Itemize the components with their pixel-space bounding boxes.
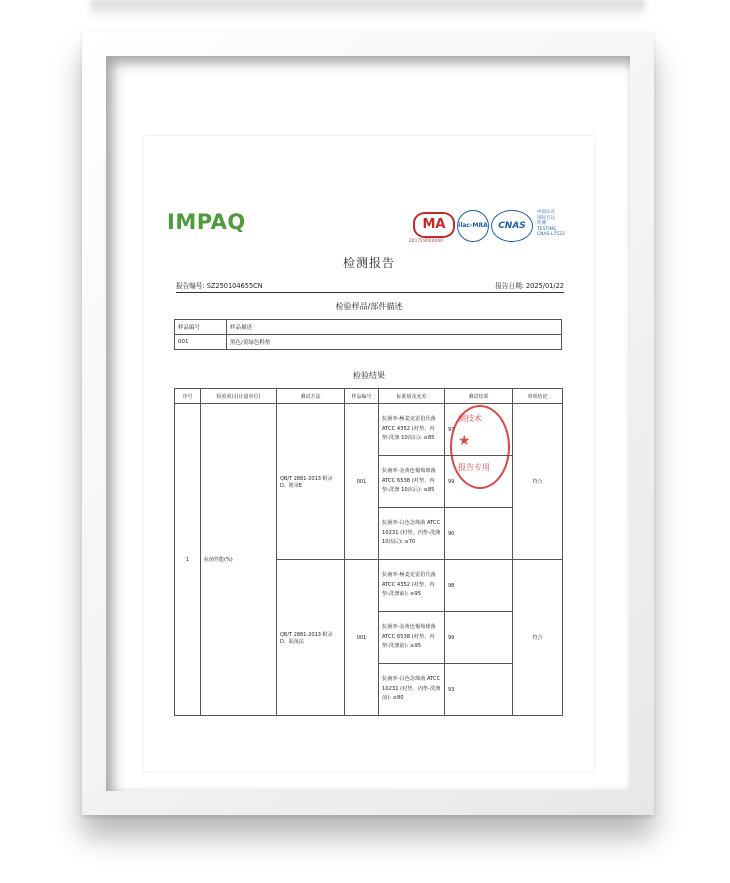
cell-method-1: QB/T 2881-2013 附录D、附录E [277, 404, 345, 560]
cell-sample-1: 001 [345, 404, 379, 560]
header-standard: 标准值及允差 [379, 389, 445, 404]
ma-number: 201719004440 [409, 238, 444, 243]
ma-mark: MA [413, 212, 455, 238]
cell-conclusion-1: 符合 [513, 404, 563, 560]
top-shadow [90, 0, 645, 20]
cell-standard: 抗菌率-金黄色葡萄球菌 ATCC 6538 (衬垫、内垫-洗涤 10次后): ≥85 [379, 456, 445, 508]
sample-section-title: 检验样品/部件描述 [335, 302, 403, 311]
impaq-logo: IMPAQ [167, 210, 246, 234]
cell-standard: 抗菌率-白色念珠菌 ATCC 10231 (衬垫、内垫-洗涤 10次后): ≥70 [379, 508, 445, 560]
sample-cell-desc: 黑色/黄绿色鞋垫 [227, 335, 562, 350]
header-method: 测试方法 [277, 389, 345, 404]
cell-standard: 抗菌率-金黄色葡萄球菌 ATCC 6538 (衬垫、内垫-洗涤前): ≥95 [379, 612, 445, 664]
cnas-caption: 中国认可 国际互认 检测 TESTING CNAS L7523 [537, 210, 565, 237]
results-header-row [175, 389, 563, 404]
cell-item: 抗菌性能(%) [201, 404, 277, 716]
cnas-mark: CNAS [491, 210, 533, 242]
report-date: 报告日期: 2025/01/22 [495, 282, 564, 290]
cell-result: 97 [445, 404, 513, 456]
sample-header-no: 样品编号 [175, 320, 227, 335]
certification-marks [407, 208, 567, 248]
cell-result: 98 [445, 560, 513, 612]
sample-table [174, 319, 562, 350]
header-result: 测试结果 [445, 389, 513, 404]
cell-sample-2: 001 [345, 560, 379, 716]
red-seal-stamp: 测技术 ★ 报告专用 [450, 405, 510, 489]
cell-standard: 抗菌率-極麦克雷伯氏菌 ATCC 4352 (衬垫、内垫-洗涤 10次后): ≥85 [379, 404, 445, 456]
cell-result: 93 [445, 664, 513, 716]
report-title: 检测报告 [342, 256, 395, 270]
sample-cell-no: 001 [175, 335, 227, 350]
results-section-title: 检验结果 [353, 371, 385, 380]
cell-standard: 抗菌率-白色念珠菌 ATCC 10231 (衬垫、内垫-洗涤前): ≥80 [379, 664, 445, 716]
header-item: 检验项目(计量单位) [201, 389, 277, 404]
report-meta [176, 280, 564, 293]
frame-mat [106, 56, 630, 791]
sample-header-desc: 样品描述 [227, 320, 562, 335]
picture-frame [82, 32, 654, 815]
cell-method-2: QB/T 2881-2013 附录D、振荡法 [277, 560, 345, 716]
header-seq: 序号 [175, 389, 201, 404]
header-sample: 样品编号 [345, 389, 379, 404]
cell-result: 99 [445, 456, 513, 508]
report-paper [144, 136, 594, 771]
cell-result: 90 [445, 508, 513, 560]
cell-seq: 1 [175, 404, 201, 716]
star-icon: ★ [458, 433, 471, 449]
cell-result: 99 [445, 612, 513, 664]
ilac-mra-mark: ilac-MRA [457, 210, 489, 242]
header-conclusion: 单项结论 [513, 389, 563, 404]
cell-standard: 抗菌率-極麦克雷伯氏菌 ATCC 4352 (衬垫、内垫-洗涤前): ≥95 [379, 560, 445, 612]
report-number: 报告编号: SZ250104655CN [176, 282, 263, 290]
cell-conclusion-2: 符合 [513, 560, 563, 716]
